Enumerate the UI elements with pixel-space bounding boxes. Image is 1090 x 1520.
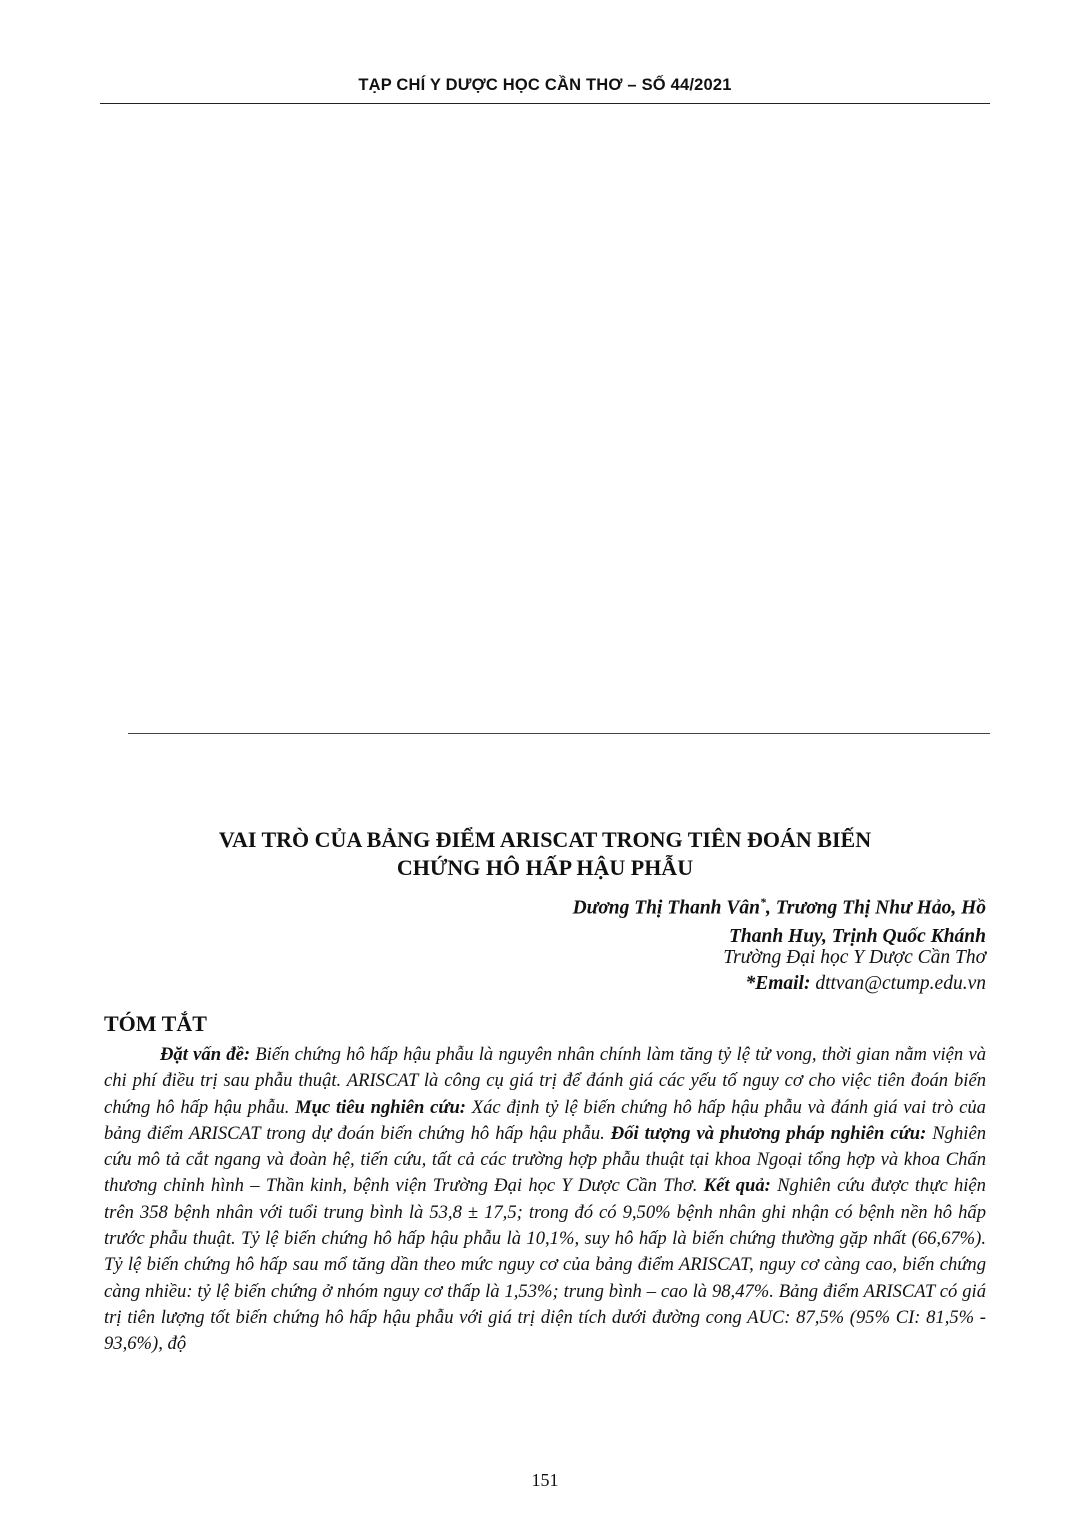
author-line-2: Thanh Huy, Trịnh Quốc Khánh — [728, 925, 986, 947]
authors-continued: , Trương Thị Như Hảo, Hồ — [765, 897, 986, 919]
author-line-1 — [426, 888, 986, 923]
abstract-label-objective: Mục tiêu nghiên cứu: — [295, 1096, 466, 1118]
email-label: *Email: — [745, 973, 811, 994]
title-line-2: CHỨNG HÔ HẤP HẬU PHẪU — [396, 855, 694, 880]
corresponding-mark: * — [759, 895, 766, 909]
abstract-heading: TÓM TẮT — [104, 1011, 207, 1036]
abstract-text-background: Biến chứng hô hấp hậu phẫu là nguyên nhân chính làm tăng tỷ lệ tử vong, thời gian nằm viện và chi phí điều trị sau phẫu thuật. ARISCAT là công cụ giá trị để đánh giá các yếu tố nguy cơ cho việc tiên đoán biến chứng hô hấp hậu phẫu. — [104, 1044, 986, 1118]
article-title — [100, 826, 990, 882]
email-line — [745, 970, 986, 998]
email-address[interactable]: dttvan@ctump.edu.vn — [815, 973, 986, 994]
abstract-text-methods: Nghiên cứu mô tả cắt ngang và đoàn hệ, tiến cứu, tất cả các trường hợp phẫu thuật tại khoa Ngoại tổng hợp và khoa Chấn thương chỉnh hình – Thần kinh, bệnh viện Trường Đại học Y Dược Cần Thơ. — [104, 1122, 986, 1197]
title-line-1: VAI TRÒ CỦA BẢNG ĐIỂM ARISCAT TRONG TIÊN ĐOÁN BIẾN — [218, 827, 872, 852]
author-1: Dương Thị Thanh Vân — [572, 897, 760, 919]
author-list — [426, 888, 986, 951]
separator-rule — [128, 733, 990, 734]
abstract-text-results: Nghiên cứu được thực hiện trên 358 bệnh nhân với tuổi trung bình là 53,8 ± 17,5; trong đó có 9,50% bệnh nhân ghi nhận có bệnh nền hô hấp trước phẫu thuật. Tỷ lệ biến chứng hô hấp hậu phẫu là 10,1%, suy hô hấp là biến chứng thường gặp nhất (66,67%). Tỷ lệ biến chứng hô hấp sau mổ tăng dần theo mức nguy cơ của bảng điểm ARISCAT, nguy cơ càng cao, biến chứng càng nhiều: tỷ lệ biến chứng ở nhóm nguy cơ thấp là 1,53%; trung bình – cao là 98,47%. Bảng điểm ARISCAT có giá trị tiên lượng tốt biến chứng hô hấp hậu phẫu với giá trị diện tích dưới đường cong AUC: 87,5% (95% CI: 81,5% - 93,6%), độ — [104, 1175, 986, 1355]
abstract-label-background: Đặt vấn đề: — [160, 1044, 251, 1065]
page-number: 151 — [531, 1470, 559, 1490]
abstract-paragraph — [104, 1042, 986, 1358]
affiliation: Trường Đại học Y Dược Cần Thơ — [723, 947, 986, 968]
abstract-label-methods: Đối tượng và phương pháp nghiên cứu: — [610, 1122, 927, 1144]
abstract-text-objective: Xác định tỷ lệ biến chứng hô hấp hậu phẫu và đánh giá vai trò của bảng điểm ARISCAT trong dự đoán biến chứng hô hấp hậu phẫu. — [104, 1096, 986, 1144]
journal-header: TẠP CHÍ Y DƯỢC HỌC CẦN THƠ – SỐ 44/2021 — [358, 76, 732, 94]
abstract-label-results: Kết quả: — [703, 1175, 771, 1197]
header-rule — [100, 103, 990, 104]
